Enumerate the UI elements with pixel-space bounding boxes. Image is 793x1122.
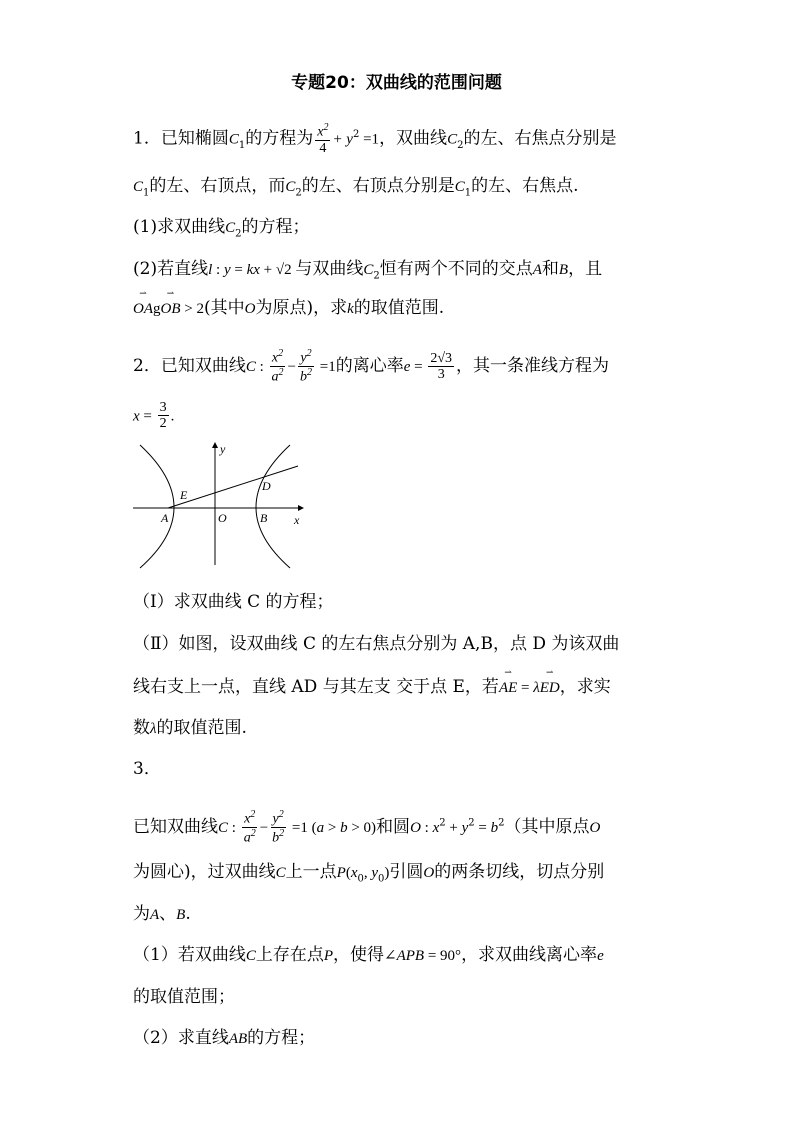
y-axis-arrow-icon — [212, 442, 218, 448]
problem-1-question-2-cont: ⇀ OAg⇀ OB > 2(其中O为原点)，求k的取值范围. — [133, 298, 444, 318]
problem-1-question-1: (1)求双曲线$C_2$的方程； — [133, 217, 310, 240]
label-e: E — [180, 488, 188, 502]
label-x: x — [294, 513, 300, 527]
problem-3-question-2: （2）求直线AB的方程； — [133, 1028, 316, 1048]
label-d: D — [262, 479, 271, 493]
problem-2-question-1: （Ⅰ）求双曲线 C 的方程； — [133, 592, 334, 612]
problem-3-number: 3． — [133, 759, 161, 779]
problem-1-question-2: (2)若直线l : y = kx + √2 与双曲线$C_2$恒有两个不同的交点A和B，且 — [133, 259, 603, 282]
problem-3-line-3: 为A、B. — [133, 904, 191, 924]
problem-1-line-1: 1．已知椭圆$C_1$的方程为 $\frac{x^2}{4}$ + $y^2 =1$，双曲线$C_2$的左、右焦点分别是 — [133, 122, 617, 157]
label-y: y — [220, 442, 226, 456]
left-branch — [140, 445, 174, 568]
problem-2-question-2-end: 数λ的取值范围. — [133, 718, 247, 738]
problem-2-line-1: 2．已知双曲线C : $\frac{x^2}{a^2}$ − $\frac{y^2}{b^2}$ =1的离心率e = $\frac{2√3}{3}$ ，其一条准线方程为 — [133, 348, 610, 385]
label-o: O — [218, 511, 227, 525]
problem-2-question-2: （Ⅱ）如图，设双曲线 C 的左右焦点分别为 A,B，点 D 为该双曲 — [133, 634, 620, 654]
problem-3-question-1: （1）若双曲线C上存在点P，使得∠APB = 90°，求双曲线离心率e — [133, 945, 604, 965]
problem-3-line-1: 已知双曲线C : $\frac{x^2}{a^2}$ − $\frac{y^2}{b^2}$ =1 (a > b > 0)和圆O : $x^2 + y^2 = b^2$（其中原点O — [133, 809, 601, 846]
page-title: 专题20：双曲线的范围问题 — [291, 73, 502, 93]
right-branch — [256, 445, 290, 568]
hyperbola-figure — [128, 440, 308, 570]
x-axis-arrow-icon — [298, 505, 304, 511]
problem-2-question-2-cont: 线右支上一点，直线 AD 与其左支 交于点 E，若⇀ AE = λ⇀ ED，求实 — [133, 677, 611, 697]
problem-3-line-2: 为圆心)，过双曲线C上一点$P(x_0$, $y_0$)引圆O的两条切线，切点分别 — [133, 862, 605, 885]
line-ad — [168, 466, 298, 508]
problem-3-question-1-cont: 的取值范围； — [133, 987, 235, 1007]
problem-1-line-2: $C_1$的左、右顶点，而$C_2$的左、右顶点分别是$C_1$的左、右焦点. — [133, 176, 579, 199]
problem-2-directrix: x = $\frac{3}{2}$ . — [133, 400, 175, 432]
label-b: B — [260, 511, 268, 525]
label-a: A — [161, 511, 169, 525]
